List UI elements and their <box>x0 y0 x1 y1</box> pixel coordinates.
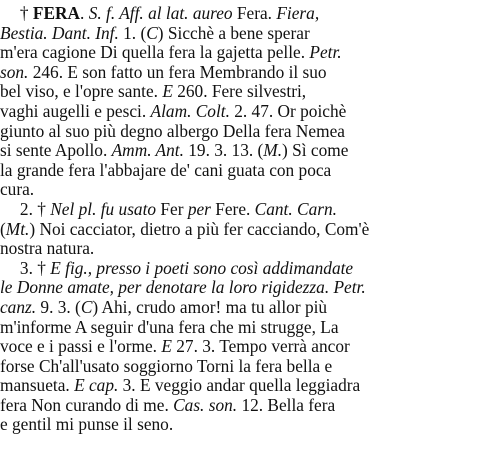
text-run: giunto al suo più degno albergo Della fera Nemea <box>0 121 345 141</box>
text-run: nostra natura. <box>0 239 95 259</box>
entry-line <box>0 141 470 161</box>
entry-line <box>0 180 470 200</box>
entry-line <box>0 318 470 338</box>
dictionary-entry-fera <box>0 4 472 435</box>
entry-line <box>0 102 470 122</box>
text-run: ) Sicchè a bene sperar <box>157 23 310 43</box>
text-run: 260. Fere silvestri, <box>172 82 307 102</box>
text-run: voce e i passi e l'orme. <box>0 337 162 357</box>
italic-run: Mt. <box>5 219 30 239</box>
text-run: mansueta. <box>0 376 75 396</box>
italic-run: Fiera, <box>276 4 320 23</box>
text-run: 2. † <box>19 199 51 219</box>
italic-run: le Donne amate, per denotare la loro rigidezza. Petr. <box>0 278 366 298</box>
text-run: 2. 47. Or poichè <box>229 101 347 121</box>
text-run: . <box>80 4 89 23</box>
text-run: ( <box>0 219 6 239</box>
italic-run: Cas. son. <box>173 395 238 415</box>
italic-run: Cant. Carn. <box>254 199 337 219</box>
entry-line <box>0 376 470 396</box>
text-run: m'informe A seguir d'una fera che mi strugge, La <box>0 317 339 337</box>
entry-line <box>0 357 470 377</box>
italic-run: S. f. Aff. <box>88 4 144 23</box>
text-run: Fera. <box>232 4 277 23</box>
text-run: ) Noi cacciator, dietro a più fer cacciando, Com'è <box>29 219 370 239</box>
text-run: cura. <box>0 180 35 200</box>
text-run: bel viso, e l'opre sante. <box>0 82 163 102</box>
text-run: 246. E son fatto un fera Membrando il suo <box>28 62 327 82</box>
italic-run: C <box>80 297 93 317</box>
entry-line <box>0 82 470 102</box>
italic-run: Bestia. Dant. Inf. <box>0 23 119 43</box>
entry-line <box>0 24 470 44</box>
entry-line <box>0 396 470 416</box>
text-run: 9. 3. ( <box>36 297 81 317</box>
italic-run: Alam. Colt. <box>150 101 230 121</box>
text-run: Fere. <box>210 199 255 219</box>
text-run: ) Ahi, crudo amor! ma tu allor più <box>92 297 328 317</box>
italic-run: E cap. <box>74 376 119 396</box>
italic-run: E <box>162 82 173 102</box>
italic-run: Nel pl. fu usato <box>50 199 157 219</box>
headword: FERA <box>32 4 81 23</box>
italic-run: E <box>161 337 172 357</box>
italic-run: al lat. aureo <box>148 4 233 23</box>
entry-line <box>0 161 470 181</box>
entry-line <box>0 278 470 298</box>
entry-line <box>0 43 470 63</box>
entry-line <box>0 259 478 279</box>
italic-run: Petr. <box>309 43 342 63</box>
entry-line <box>0 239 470 259</box>
text-run: la grande fera l'abbajare de' cani guata con poca <box>0 160 332 180</box>
text-run: 27. 3. Tempo verrà ancor <box>171 337 350 357</box>
italic-run: per <box>187 199 211 219</box>
entry-line <box>0 220 470 240</box>
entry-line <box>0 4 478 24</box>
italic-run: canz. <box>0 297 37 317</box>
text-run: e gentil mi punse il seno. <box>0 415 174 435</box>
text-run: 12. Bella fera <box>237 395 336 415</box>
italic-run: C <box>146 23 158 43</box>
entry-line <box>0 122 470 142</box>
italic-run: M. <box>263 141 283 161</box>
text-run: 3. † <box>19 258 51 278</box>
text-run: 1. ( <box>118 23 147 43</box>
text-run: † <box>19 4 33 23</box>
text-run: Fer <box>156 199 188 219</box>
entry-line <box>0 298 470 318</box>
entry-line <box>0 63 470 83</box>
text-run: 3. E veggio andar quella leggiadra <box>118 376 361 396</box>
text-run: fera Non curando di me. <box>0 395 174 415</box>
entry-line <box>0 415 470 435</box>
text-run: m'era cagione Di quella fera la gajetta pelle. <box>0 43 310 63</box>
entry-line <box>0 337 470 357</box>
entry-line <box>0 200 478 220</box>
italic-run: son. <box>0 62 29 82</box>
text-run: forse Ch'all'usato soggiorno Torni la fera bella e <box>0 356 333 376</box>
text-run: ) Sì come <box>282 141 349 161</box>
italic-run: Amm. Ant. <box>111 141 184 161</box>
text-run: si sente Apollo. <box>0 141 112 161</box>
text-run: 19. 3. 13. ( <box>183 141 264 161</box>
italic-run: E fig., presso i poeti sono così addimandate <box>50 258 354 278</box>
text-run: vaghi augelli e pesci. <box>0 101 151 121</box>
